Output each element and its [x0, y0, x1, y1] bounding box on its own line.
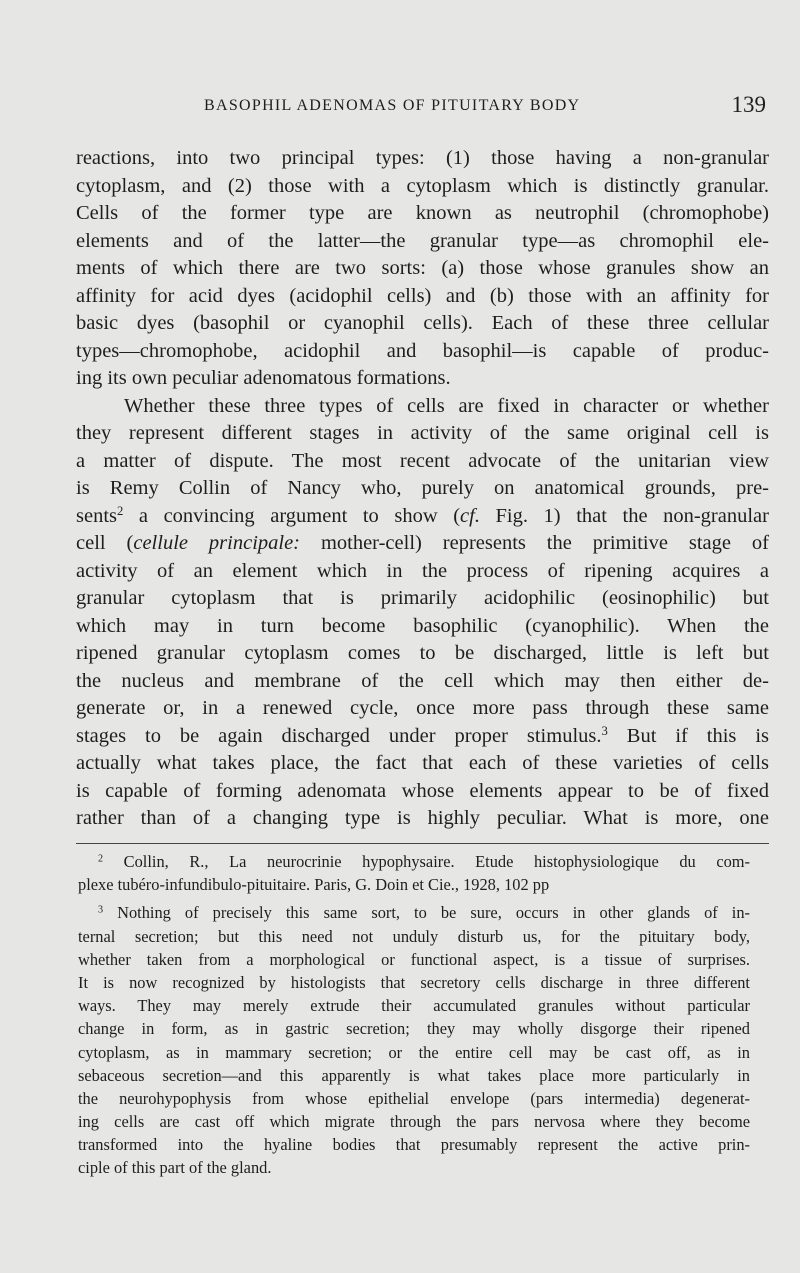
footnote-ref-3: 3: [601, 723, 608, 738]
text-run: Collin, R., La neurocrinie hypophysaire. Etude histophysiologique du com-: [103, 852, 750, 871]
text-run: a convincing argument to show (: [123, 504, 461, 527]
footnote-line: sebaceous secretion—and this apparently is what takes place more particularly in: [78, 1065, 750, 1085]
text-run: sents: [76, 504, 117, 527]
footnote-line: [78, 901, 750, 924]
text-run-italic: cf.: [460, 504, 480, 527]
footnotes: [78, 850, 750, 1180]
text-run: stages to be again discharged under proper stimulus.: [76, 724, 602, 747]
text-run: Nothing of precisely this same sort, to be sure, occurs in other glands of in-: [103, 903, 750, 923]
main-line: [76, 530, 769, 558]
footnote-line: ways. They may merely extrude their accumulated granules without particular: [78, 996, 750, 1016]
footnote-line: ciple of this part of the gland.: [78, 1158, 272, 1178]
running-head-title: BASOPHIL ADENOMAS OF PITUITARY BODY: [204, 97, 581, 114]
main-line: types—chromophobe, acidophil and basophil—is capable of produc-: [76, 339, 769, 362]
footnote-line: ing cells are cast off which migrate through the pars nervosa where they become: [78, 1112, 750, 1132]
footnote-line: change in form, as in gastric secretion; they may wholly disgorge their ripened: [78, 1019, 750, 1039]
text-run: Fig. 1) that the non-granular: [479, 504, 769, 527]
footnote-line: ternal secretion; but this need not unduly disturb us, for the pituitary body,: [78, 926, 750, 946]
main-line: Cells of the former type are known as neutrophil (chromophobe): [76, 202, 769, 224]
main-line: cytoplasm, and (2) those with a cytoplasm which is distinctly granular.: [76, 174, 769, 197]
main-line: affinity for acid dyes (acidophil cells) and (b) those with an affinity for: [76, 284, 769, 307]
main-line: ripened granular cytoplasm comes to be discharged, little is left but: [76, 642, 769, 664]
footnote-line: cytoplasm, as in mammary secretion; or the entire cell may be cast off, as in: [78, 1042, 750, 1062]
footnote-line: the neurohypophysis from whose epithelial envelope (pars intermedia) degenerat-: [78, 1088, 750, 1108]
main-line: the nucleus and membrane of the cell which may then either de-: [76, 669, 769, 692]
text-run: mother-cell) represents the primitive stage of: [300, 532, 769, 554]
main-line: generate or, in a renewed cycle, once more pass through these same: [76, 697, 769, 719]
footnote-marker-3: 3: [98, 904, 104, 916]
main-line: elements and of the latter—the granular type—as chromophil ele-: [76, 229, 769, 252]
text-run: cell (: [76, 532, 134, 554]
main-line: ing its own peculiar adenomatous formations.: [76, 367, 451, 389]
footnote-ref-2: 2: [117, 503, 124, 518]
footnote-line: [78, 850, 750, 873]
main-text: [76, 145, 769, 833]
footnote-divider: [76, 843, 769, 844]
footnote-marker-2: 2: [98, 853, 104, 865]
footnote-line: whether taken from a morphological or functional aspect, is a tissue of surprises.: [78, 949, 750, 969]
main-line: granular cytoplasm that is primarily acidophilic (eosinophilic) but: [76, 587, 769, 609]
main-line: actually what takes place, the fact that each of these varieties of cells: [76, 752, 769, 774]
main-line: reactions, into two principal types: (1) those having a non-granular: [76, 147, 769, 169]
main-line: Whether these three types of cells are fixed in character or whether: [124, 394, 769, 417]
text-run-italic: cellule principale:: [133, 532, 301, 554]
main-line: a matter of dispute. The most recent advocate of the unitarian view: [76, 449, 769, 472]
main-line: basic dyes (basophil or cyanophil cells). Each of these three cellular: [76, 312, 769, 334]
main-line: is capable of forming adenomata whose elements appear to be of fixed: [76, 779, 769, 802]
main-line: activity of an element which in the process of ripening acquires a: [76, 559, 769, 582]
main-line: [76, 503, 769, 531]
running-head: [76, 94, 766, 120]
footnote-line: It is now recognized by histologists that secretory cells discharge in three different: [78, 972, 750, 992]
main-line: [76, 723, 769, 751]
main-line: is Remy Collin of Nancy who, purely on anatomical grounds, pre-: [76, 477, 769, 499]
main-line: rather than of a changing type is highly peculiar. What is more, one: [76, 807, 769, 829]
page-number: 139: [731, 92, 766, 117]
footnote-line: plexe tubéro-infundibulo-pituitaire. Paris, G. Doin et Cie., 1928, 102 pp: [78, 875, 550, 895]
text-run: But if this is: [607, 724, 769, 747]
footnote-line: transformed into the hyaline bodies that presumably represent the active prin-: [78, 1135, 750, 1155]
main-line: which may in turn become basophilic (cyanophilic). When the: [76, 614, 769, 637]
main-line: ments of which there are two sorts: (a) those whose granules show an: [76, 257, 769, 279]
main-line: they represent different stages in activity of the same original cell is: [76, 422, 769, 444]
